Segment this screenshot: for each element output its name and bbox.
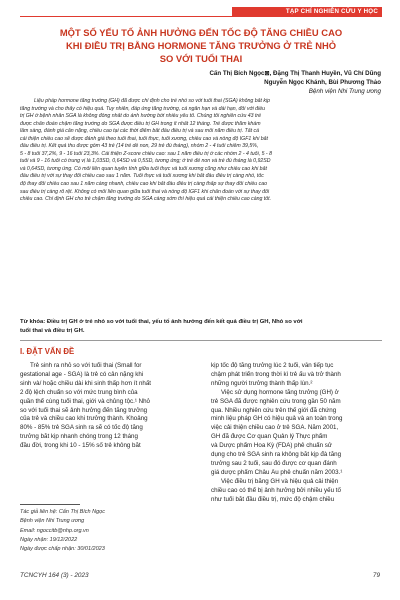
author-block <box>209 69 381 97</box>
note-line: Ngày nhận: 19/12/2022 <box>20 536 78 543</box>
keywords <box>20 318 382 335</box>
body-line: Việc sử dụng hormone tăng trưởng (GH) ở <box>221 388 339 396</box>
running-head-banner <box>232 7 382 16</box>
body-line: quần thể cùng tuổi thai, giới và chủng tộc.¹ Nhỏ <box>20 397 150 405</box>
body-line: và Dược phẩm Hoa Kỳ (FDA) phê chuẩn sử <box>211 442 333 450</box>
note-line: Bệnh viện Nhi Trung ương <box>20 518 85 525</box>
author-line: Nguyễn Ngọc Khánh, Bùi Phương Thảo <box>264 79 381 87</box>
abstract <box>20 98 382 204</box>
note-line: Email: ngoccitb@nhp.org.vn <box>20 527 89 534</box>
body-line: gestational age - SGA) là trẻ có cân nặng khi <box>20 370 144 378</box>
title-line: MỘT SỐ YẾU TỐ ẢNH HƯỞNG ĐẾN TỐC ĐỘ TĂNG CHIỀU CAO <box>59 27 343 38</box>
section-divider <box>20 340 382 341</box>
footnote-rule <box>20 504 80 505</box>
abstract-line: sau điều trị càng rõ rệt. Không có mối liên quan giữa tuổi thai và nồng độ IGF1 khi chẩn đoán với sự thay đổi <box>20 188 270 195</box>
body-column-left <box>20 362 191 451</box>
body-line: chậm phát triển trong thời kì trẻ ấu và trở thành <box>211 370 341 378</box>
issue-label: TCNCYH 164 (3) - 2023 <box>20 572 89 579</box>
body-line: đầu đời, trong khi 10 - 15% số trẻ không bắt <box>20 442 141 450</box>
author-line: Cấn Thị Bích Ngọc⊠, Đặng Thị Thanh Huyền, Vũ Chí Dũng <box>209 70 381 77</box>
body-line: 80% - 85% trẻ SGA sinh ra sẽ có tốc độ tăng <box>20 424 143 432</box>
section-heading: I. ĐẶT VẤN ĐỀ <box>20 347 75 356</box>
keywords-line: Từ khóa: Điều trị GH ở trẻ nhỏ so với tuổi thai, yếu tố ảnh hưởng đến kết quả điều trị GH, Nhỏ so với <box>20 319 303 325</box>
page-number: 79 <box>372 572 380 579</box>
body-line: chiều cao có thể bị ảnh hưởng bởi nhiều yếu tố <box>211 486 341 494</box>
note-line: Tác giả liên hệ: Cấn Thị Bích Ngọc <box>20 509 105 515</box>
body-line: trưởng bắt kịp nhanh chóng trong 12 tháng <box>20 433 138 441</box>
body-line: qua. Nhiều nghiên cứu trên thế giới đã chứng <box>211 406 337 414</box>
correspondence-notes <box>20 508 190 554</box>
header-rule <box>20 16 382 17</box>
body-line: kịp tốc độ tăng trưởng lúc 2 tuổi, vẫn tiếp tục <box>211 362 334 369</box>
abstract-line: được chẩn đoán chậm tăng trưởng do SGA được điều trị GH trong ít nhất 12 tháng. Trẻ được thăm khám <box>20 120 261 127</box>
abstract-line: độ thay đổi chiều cao sau 1 năm càng nhanh, chiều cao khi bắt đầu điều trị càng thấp sự thay đổi chiều cao <box>20 181 267 188</box>
note-line: Ngày được chấp nhận: 30/01/2023 <box>20 546 105 553</box>
body-column-right <box>211 362 382 505</box>
abstract-line: tuổi và 9 - 16 tuổi có trung vị là 1,03SD, 0,64SD và 0,5SD, tương ứng; ở trẻ đẻ non và trẻ đủ tháng là 0,92SD <box>20 158 271 165</box>
journal-name: TẠP CHÍ NGHIÊN CỨU Y HỌC <box>285 8 378 15</box>
body-line: Việc điều trị bằng GH và hiệu quả cải thiện <box>221 477 339 485</box>
body-line: GH đã được Cơ quan Quản lý Thực phẩm <box>211 433 328 441</box>
body-line: minh liệu pháp GH có hiệu quả và an toàn trong <box>211 415 343 423</box>
keywords-line: tuổi thai và điều trị GH. <box>20 327 85 334</box>
article-title <box>20 26 382 65</box>
abstract-line: trị GH ở bệnh nhân SGA là không đồng nhất do ảnh hưởng bởi nhiều yếu tố. Chúng tôi nghiên cứu 43 trẻ <box>20 113 262 120</box>
title-line: KHI ĐIỀU TRỊ BẰNG HORMONE TĂNG TRƯỞNG Ở TRẺ NHỎ <box>65 40 337 51</box>
abstract-line: Liệu pháp hormone tăng trưởng (GH) đã được chỉ định cho trẻ nhỏ so với tuổi thai (SGA) không bắt kịp <box>34 98 271 104</box>
body-line: so với tuổi thai sẽ ảnh hưởng đến tăng trưởng <box>20 406 148 414</box>
title-line: SO VỚI TUỔI THAI <box>159 53 243 64</box>
abstract-line: đầu điều trị. Kết quả thu được gồm 43 trẻ (14 trẻ dề non, 29 trẻ đủ tháng), nhóm 2 - 4 tuổi chiếm 39,5%, <box>20 143 259 150</box>
body-line: như tuổi bắt đầu điều trị, mức độ chậm chiều <box>211 495 335 503</box>
abstract-line: tăng trưởng và cho thấy có hiệu quả. Tuy nhiên, đáp ứng tăng trưởng, cả ngắn hạn và dài hạn, đối với điều <box>20 105 265 112</box>
body-line: giá dược phẩm Châu Âu phê chuẩn năm 2003.¹ <box>211 468 343 476</box>
affiliation: Bệnh viện Nhi Trung ương <box>308 88 381 96</box>
body-line: sinh và/ hoặc chiều dài khi sinh thấp hơn ít nhất <box>20 379 151 387</box>
body-line: dụng cho trẻ SGA sinh ra không bắt kịp đà tăng <box>211 451 342 459</box>
abstract-line: và 0,64SD, tương ứng. Có mối liên quan tuyến tính giữa tuổi thực và tuổi xương cũng như chiều cao khi bắt <box>20 165 267 172</box>
abstract-line: 5 - 8 tuổi 37,2%, 9 - 16 tuổi 23,3%. Cải thiện Z-score chiều cao: sau 1 năm điều trị ở các nhóm 2 - 4 tuổi, 5 - 8 <box>20 150 272 157</box>
abstract-line: lâm sàng, đánh giá cân nặng, chiều cao tại các thời điểm bắt đầu điều trị và sau mỗi năm điều trị. Tất cả <box>20 128 260 135</box>
abstract-line: chiều cao. Chỉ định GH cho trẻ chậm tăng trưởng do SGA càng sớm thì hiệu quả cải thiện chiều cao càng tốt. <box>20 196 272 203</box>
body-line: những người trưởng thành thấp lùn.² <box>211 379 313 387</box>
body-line: 2 độ lệch chuẩn so với mức trung bình của <box>20 388 138 396</box>
abstract-line: đầu điều trị với sự thay đổi chiều cao sau 1 năm. Tuổi thực và tuổi xương khi bắt đầu điều trị càng nhỏ, tốc <box>20 173 264 180</box>
body-line: Trẻ sinh ra nhỏ so với tuổi thai (Small for <box>30 362 142 369</box>
body-line: của trẻ và chiều cao khi trưởng thành. Khoảng <box>20 415 148 423</box>
abstract-line: cải thiện chiều cao sẽ được đánh giá theo tuổi thai, tuổi thực, tuổi xương, chiều cao và nồng độ IGF1 khi bắt <box>20 135 268 142</box>
body-line: trưởng sau 2 tuổi, sau đó được cơ quan đánh <box>211 459 337 467</box>
body-line: việc cải thiện chiều cao ở trẻ SGA. Năm 2001, <box>211 424 339 432</box>
body-line: trẻ SGA đã được nghiên cứu trong gần 50 năm <box>211 397 341 405</box>
